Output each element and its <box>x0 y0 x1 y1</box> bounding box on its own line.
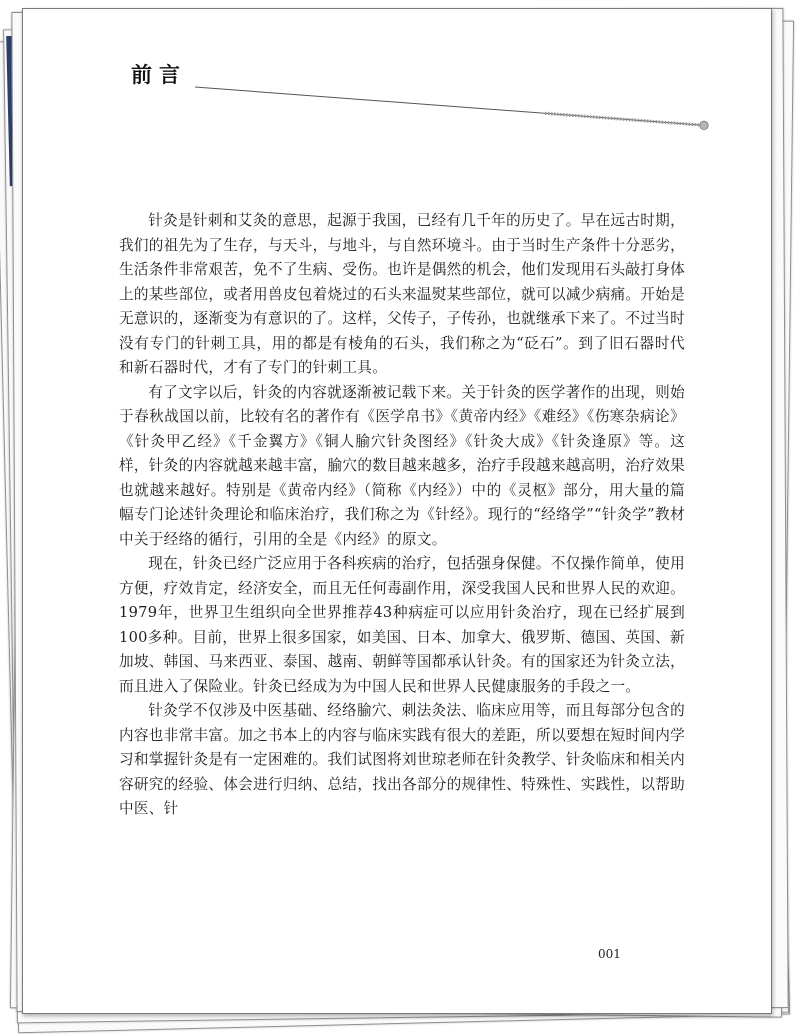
paragraph: 针灸学不仅涉及中医基础、经络腧穴、刺法灸法、临床应用等，而且每部分包含的内容也非常丰富。加之书本上的内容与临床实践有很大的差距，所以要想在短时间内学习和掌握针灸是有一定困难的。我们试图将刘世琼老师在针灸教学、针灸临床和相关内容研究的经验、体会进行归纳、总结，找出各部分的规律性、特殊性、实践性，以帮助中医、针 <box>119 702 685 817</box>
preface-body <box>119 209 685 822</box>
acupuncture-needle-rule <box>195 85 715 135</box>
paragraph: 针灸是针刺和艾灸的意思，起源于我国，已经有几千年的历史了。早在远古时期，我们的祖先为了生存，与天斗，与地斗，与自然环境斗。由于当时生产条件十分恶劣，生活条件非常艰苦，免不了生病、受伤。也许是偶然的机会，他们发现用石头敲打身体上的某些部位，或者用兽皮包着烧过的石头来温熨某些部位，就可以减少病痛。开始是无意识的，逐渐变为有意识的了。这样，父传子，子传孙，也就继承下来了。不过当时没有专门的针刺工具，用的都是有棱角的石头，我们称之为“砭石”。到了旧石器时代和新石器时代，才有了专门的针刺工具。 <box>119 212 685 376</box>
page-number: 001 <box>598 947 621 961</box>
paragraph: 有了文字以后，针灸的内容就逐渐被记载下来。关于针灸的医学著作的出现，则始于春秋战国以前，比较有名的著作有《医学帛书》《黄帝内经》《难经》《伤寒杂病论》《针灸甲乙经》《千金翼方》《铜人腧穴针灸图经》《针灸大成》《针灸逢原》等。这样，针灸的内容就越来越丰富，腧穴的数目越来越多，治疗手段越来越高明，治疗效果也就越来越好。特别是《黄帝内经》（简称《内经》）中的《灵枢》部分，用大量的篇幅专门论述针灸理论和临床治疗，我们称之为《针经》。现行的“经络学”“针灸学”教材中关于经络的循行，引用的全是《内经》的原文。 <box>119 383 685 548</box>
page-title: 前言 <box>131 62 187 87</box>
document-page <box>22 8 772 1014</box>
paragraph: 现在，针灸已经广泛应用于各科疾病的治疗，包括强身保健。不仅操作简单，使用方便，疗效肯定，经济安全，而且无任何毒副作用，深受我国人民和世界人民的欢迎。1979年，世界卫生组织向全世界推荐43种病症可以应用针灸治疗，现在已经扩展到100多种。目前，世界上很多国家，如美国、日本、加拿大、俄罗斯、德国、英国、新加坡、韩国、马来西亚、泰国、越南、朝鲜等国都承认针灸。有的国家还为针灸立法，而且进入了保险业。针灸已经成为为中国人民和世界人民健康服务的手段之一。 <box>119 555 685 695</box>
